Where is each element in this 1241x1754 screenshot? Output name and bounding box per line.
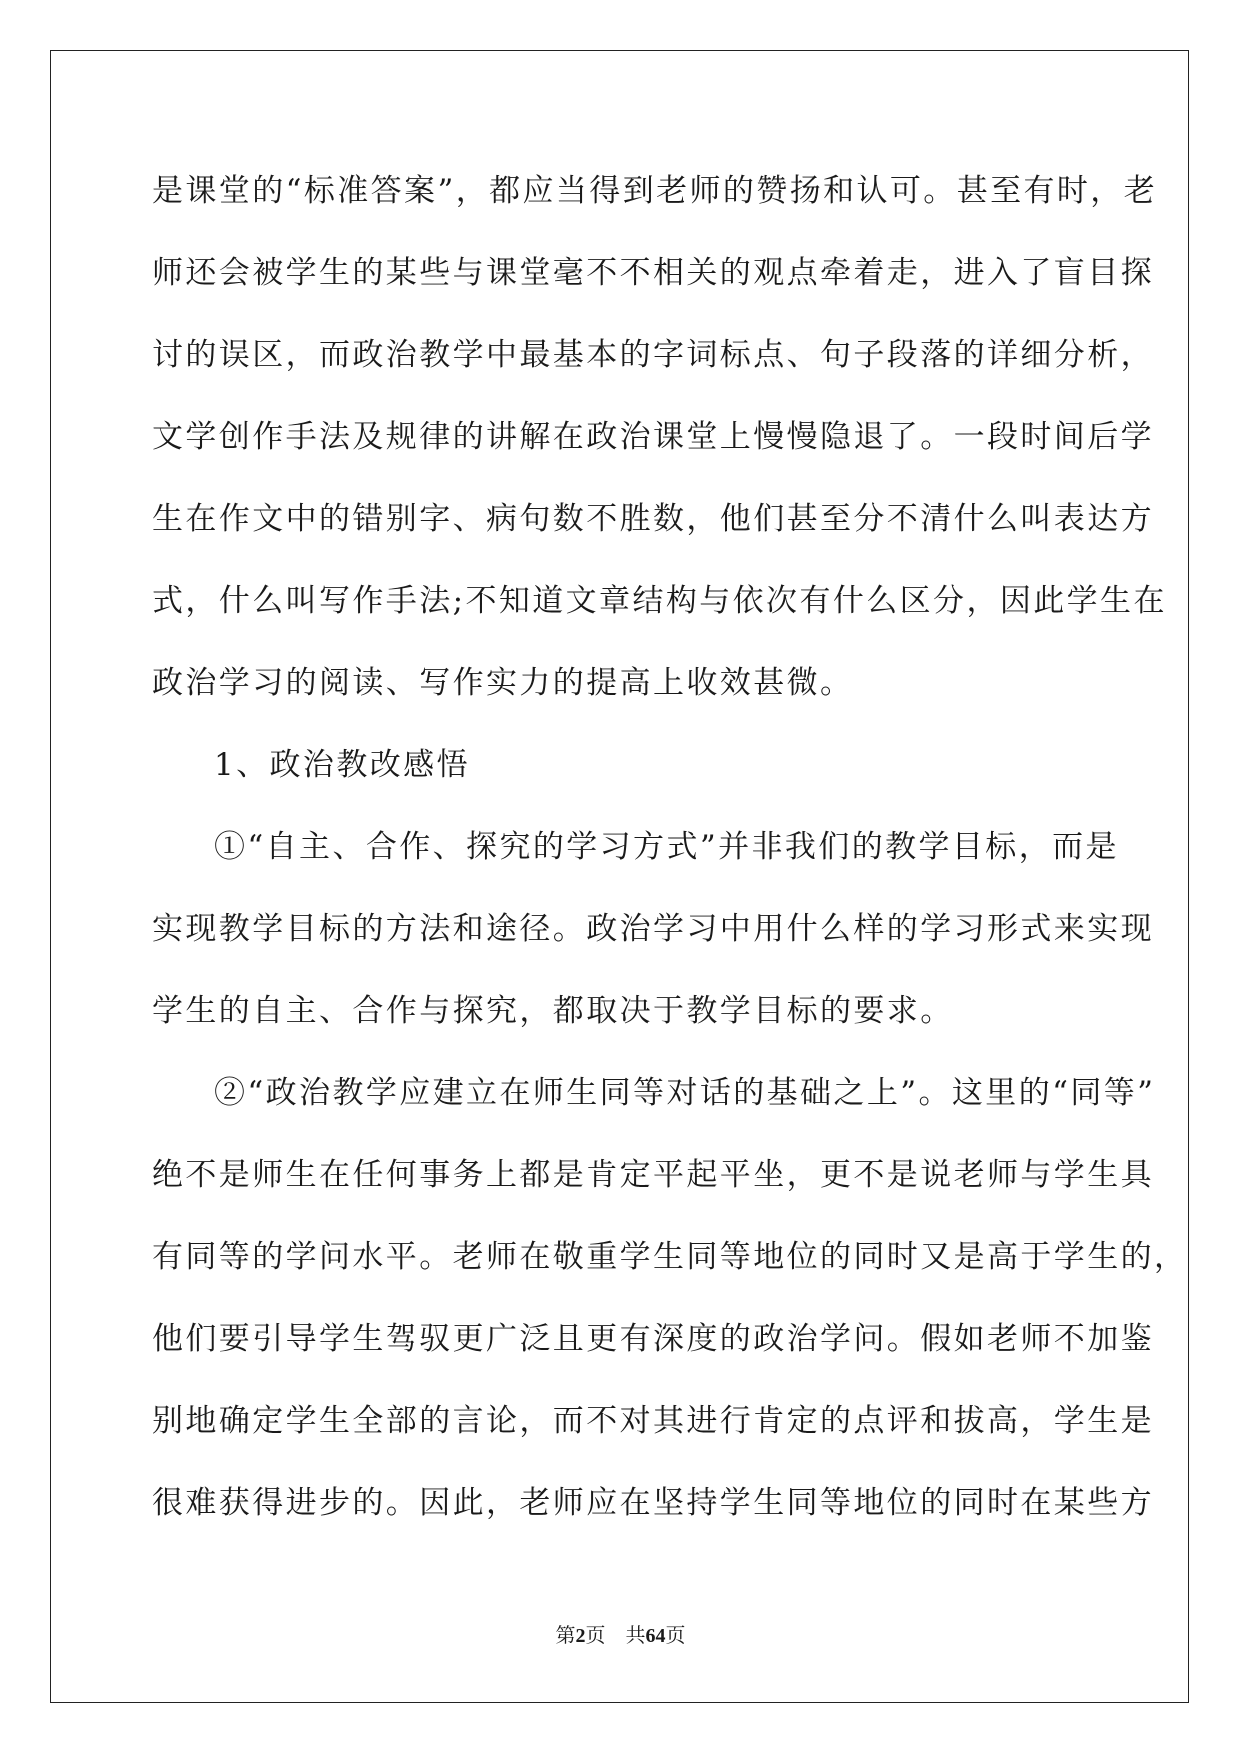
text-line: 政治学习的阅读、写作实力的提高上收效甚微。 <box>152 665 854 701</box>
text-line: 1、政治教改感悟 <box>214 747 470 783</box>
footer-total-suffix: 页 <box>665 1625 686 1647</box>
footer-total-prefix: 共 <box>625 1625 646 1647</box>
text-line: 有同等的学问水平。老师在敬重学生同等地位的同时又是高于学生的， <box>152 1239 1188 1275</box>
total-page-number: 64 <box>645 1625 666 1647</box>
text-line: ①“自主、合作、探究的学习方式”并非我们的教学目标，而是 <box>214 829 1119 865</box>
text-line: 师还会被学生的某些与课堂毫不不相关的观点牵着走，进入了盲目探 <box>152 255 1154 291</box>
body-text <box>152 150 1188 1544</box>
footer-page-suffix: 页 <box>585 1625 606 1647</box>
text-line: 别地确定学生全部的言论，而不对其进行肯定的点评和拔高，学生是 <box>152 1403 1154 1439</box>
text-line: 他们要引导学生驾驭更广泛且更有深度的政治学问。假如老师不加鉴 <box>152 1321 1154 1357</box>
current-page-number: 2 <box>575 1625 586 1647</box>
text-line: 很难获得进步的。因此，老师应在坚持学生同等地位的同时在某些方 <box>152 1485 1154 1521</box>
text-line: 实现教学目标的方法和途径。政治学习中用什么样的学习形式来实现 <box>152 911 1154 947</box>
text-line: 式，什么叫写作手法;不知道文章结构与依次有什么区分，因此学生在 <box>152 583 1167 619</box>
text-line: 讨的误区，而政治教学中最基本的字词标点、句子段落的详细分析， <box>152 337 1154 373</box>
text-line: 绝不是师生在任何事务上都是肯定平起平坐，更不是说老师与学生具 <box>152 1157 1154 1193</box>
page-footer <box>0 1624 1241 1648</box>
text-line: 学生的自主、合作与探究，都取决于教学目标的要求。 <box>152 993 954 1029</box>
text-line: ②“政治教学应建立在师生同等对话的基础之上”。这里的“同等” <box>214 1075 1156 1111</box>
text-line: 是课堂的“标准答案”，都应当得到老师的赞扬和认可。甚至有时，老 <box>152 173 1158 209</box>
footer-prefix: 第 <box>555 1625 576 1647</box>
text-line: 文学创作手法及规律的讲解在政治课堂上慢慢隐退了。一段时间后学 <box>152 419 1154 455</box>
text-line: 生在作文中的错别字、病句数不胜数，他们甚至分不清什么叫表达方 <box>152 501 1154 537</box>
